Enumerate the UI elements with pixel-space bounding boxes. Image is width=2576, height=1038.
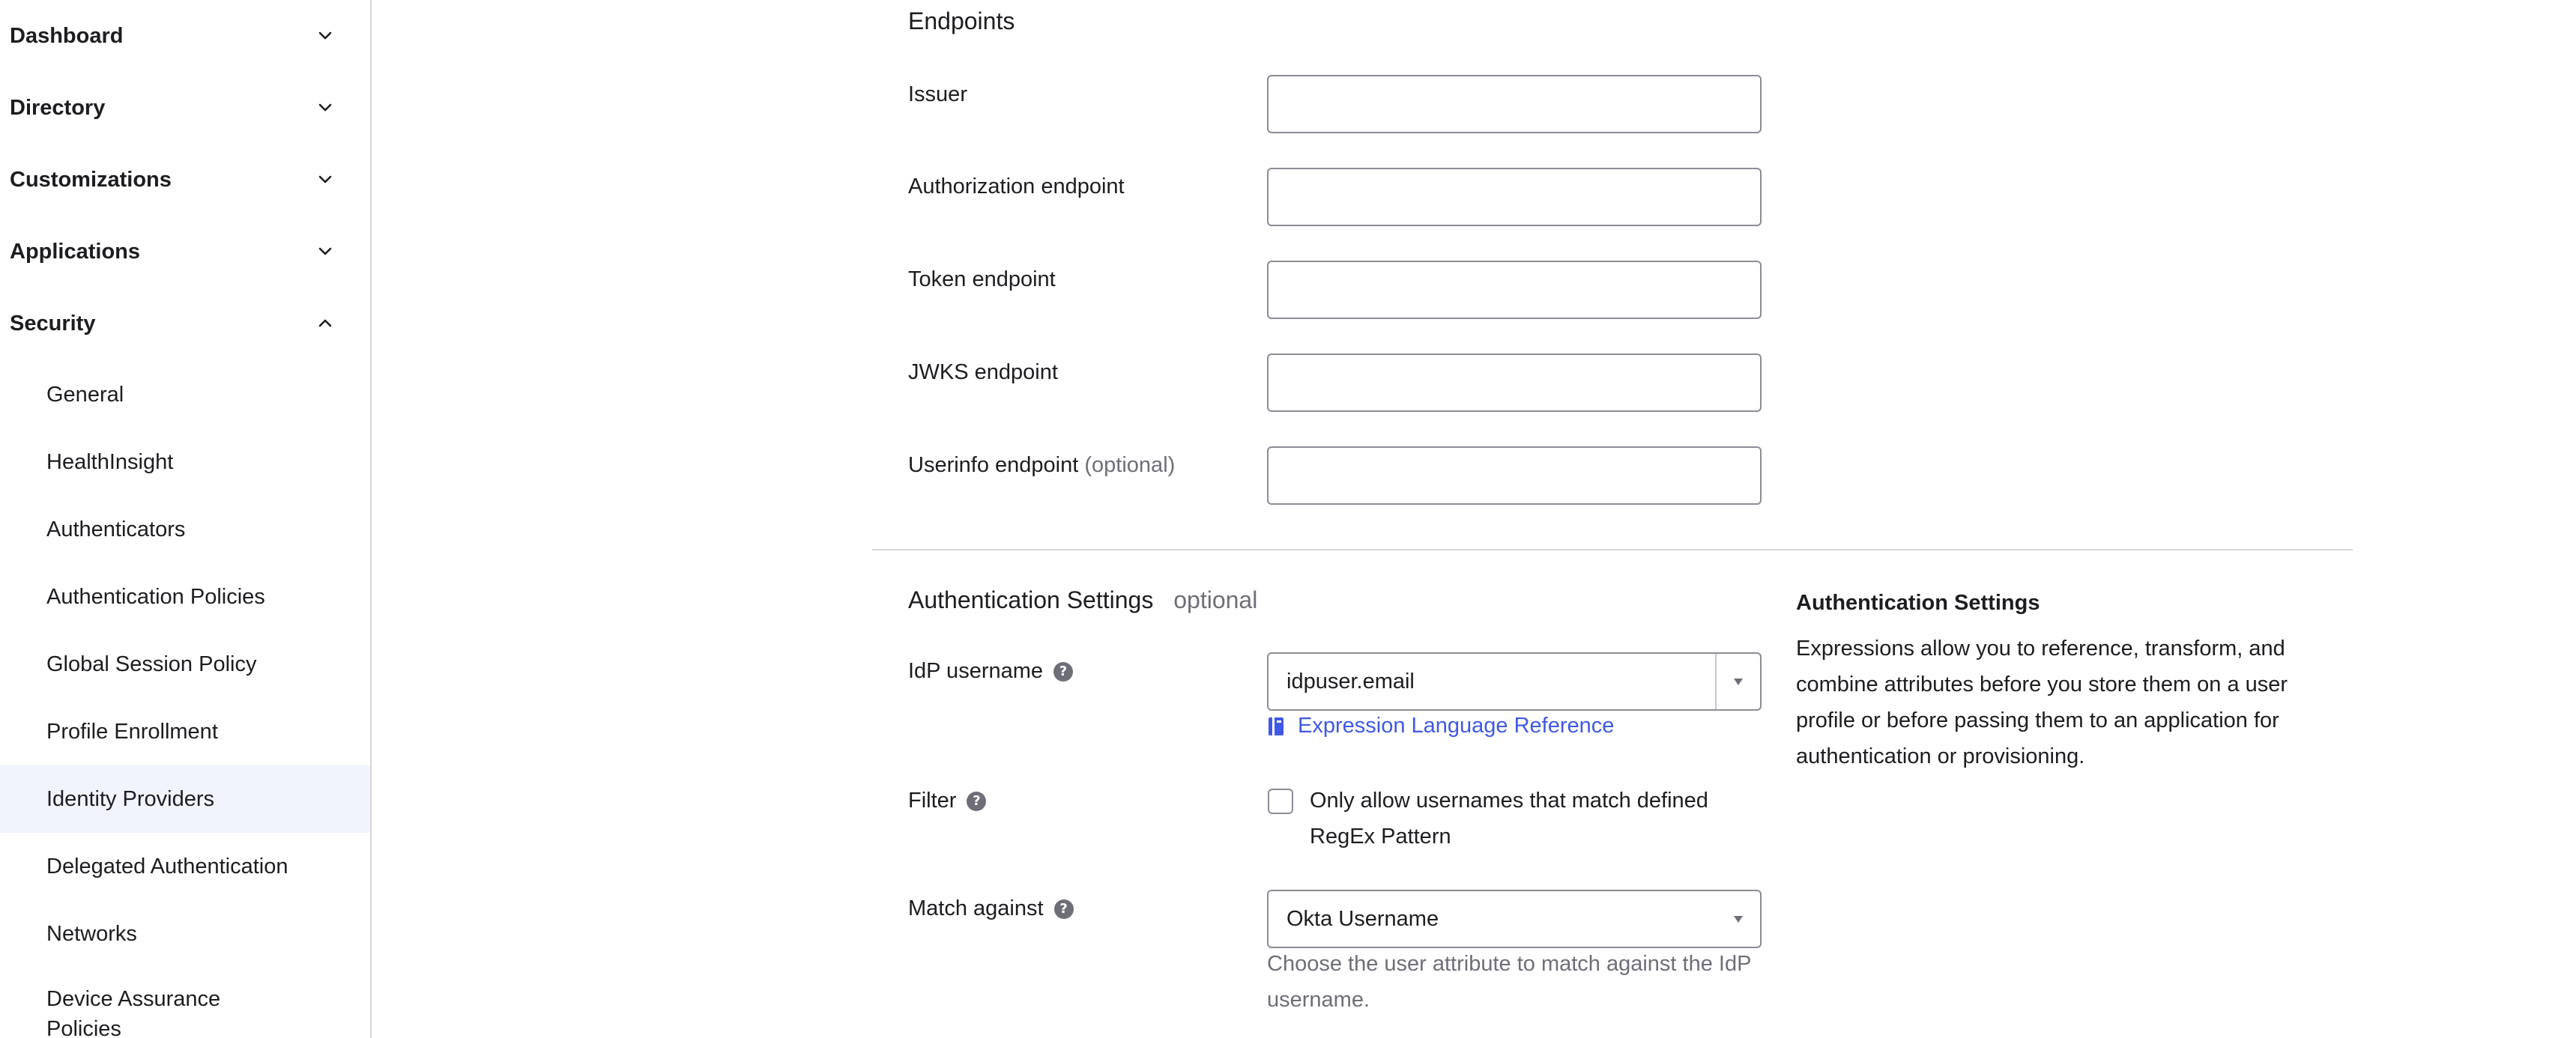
match-against-label	[908, 892, 1074, 925]
sidebar-item-label: Networks	[46, 922, 137, 946]
main-content	[372, 0, 2576, 1038]
sidebar-item-networks[interactable]	[0, 900, 370, 968]
aside-description: Expressions allow you to reference, transform, and combine attributes before you store them on a user profile or before passing them to an application for authentication or provisioning.	[1796, 637, 2288, 768]
expression-language-reference-link[interactable]	[1268, 714, 1614, 738]
sidebar-item-profile-enrollment[interactable]	[0, 698, 370, 765]
regex-filter-checkbox[interactable]	[1268, 789, 1293, 814]
question-circle-icon[interactable]: ?	[1054, 899, 1074, 919]
sidebar-section-label: Directory	[10, 95, 106, 120]
sidebar-item-label: Identity Providers	[46, 787, 215, 811]
sidebar-item-device-assurance-policies[interactable]	[0, 968, 370, 1038]
sidebar-section-dashboard[interactable]	[0, 0, 370, 72]
sidebar-item-identity-providers[interactable]	[0, 765, 370, 833]
aside-title: Authentication Settings	[1796, 591, 2040, 615]
sidebar-section-directory[interactable]	[0, 72, 370, 144]
match-against-hint: Choose the user attribute to match against the IdP username.	[1267, 952, 1751, 1012]
sidebar-item-delegated-authentication[interactable]	[0, 833, 370, 900]
auth-settings-heading-text: Authentication Settings	[908, 586, 1154, 613]
issuer-label: Issuer	[908, 82, 967, 106]
idp-username-label-text: IdP username	[908, 659, 1044, 683]
userinfo-endpoint-input[interactable]	[1267, 446, 1762, 505]
regex-filter-checkbox-label[interactable]: Only allow usernames that match defined RegEx Pattern	[1310, 789, 1708, 849]
sidebar-section-label: Dashboard	[10, 23, 124, 48]
caret-down-icon	[1734, 679, 1743, 685]
sidebar-item-label: General	[46, 383, 124, 407]
sidebar-item-authenticators[interactable]	[0, 496, 370, 563]
idp-username-dropdown-toggle[interactable]	[1717, 654, 1760, 709]
sidebar-section-applications[interactable]	[0, 216, 370, 288]
caret-down-icon	[1734, 916, 1743, 923]
question-circle-icon[interactable]: ?	[967, 792, 986, 811]
filter-label-text: Filter	[908, 789, 957, 813]
sidebar-item-label: Device Assurance Policies	[46, 987, 221, 1038]
optional-note: (optional)	[1084, 453, 1176, 477]
match-against-select[interactable]	[1267, 890, 1762, 948]
token-endpoint-input[interactable]	[1267, 261, 1762, 319]
sidebar-section-label: Applications	[10, 239, 141, 264]
chevron-down-icon	[315, 97, 336, 118]
sidebar-nav	[0, 0, 372, 1038]
match-against-value: Okta Username	[1287, 906, 1439, 931]
auth-settings-heading	[908, 586, 1257, 614]
sidebar-item-authentication-policies[interactable]	[0, 563, 370, 631]
authorization-endpoint-label: Authorization endpoint	[908, 174, 1125, 198]
sidebar-section-security[interactable]	[0, 288, 370, 359]
token-endpoint-label: Token endpoint	[908, 267, 1056, 291]
section-divider	[872, 549, 2353, 550]
chevron-down-icon	[315, 25, 336, 46]
sidebar-item-global-session-policy[interactable]	[0, 631, 370, 698]
book-icon	[1268, 716, 1286, 737]
sidebar-item-label: Authentication Policies	[46, 585, 265, 609]
match-against-dropdown-toggle[interactable]	[1717, 891, 1760, 947]
issuer-input[interactable]	[1267, 75, 1762, 133]
expression-language-reference-label: Expression Language Reference	[1298, 714, 1615, 738]
chevron-up-icon	[315, 313, 336, 334]
userinfo-endpoint-label-text: Userinfo endpoint	[908, 453, 1079, 477]
jwks-endpoint-input[interactable]	[1267, 353, 1762, 412]
jwks-endpoint-label: JWKS endpoint	[908, 360, 1058, 384]
chevron-down-icon	[315, 169, 336, 190]
sidebar-section-customizations[interactable]	[0, 144, 370, 216]
userinfo-endpoint-label	[908, 449, 1175, 482]
sidebar-item-label: Authenticators	[46, 518, 186, 541]
chevron-down-icon	[315, 241, 336, 262]
endpoints-heading: Endpoints	[908, 7, 1015, 34]
sidebar-item-label: Global Session Policy	[46, 652, 257, 676]
sidebar-item-label: Delegated Authentication	[46, 855, 288, 878]
question-circle-icon[interactable]: ?	[1053, 662, 1073, 682]
sidebar-section-label: Security	[10, 311, 96, 336]
sidebar-item-label: Profile Enrollment	[46, 720, 218, 744]
sidebar-item-label: HealthInsight	[46, 450, 174, 474]
idp-username-combobox[interactable]	[1267, 652, 1762, 711]
filter-label	[908, 784, 986, 817]
match-against-label-text: Match against	[908, 896, 1044, 920]
authorization-endpoint-input[interactable]	[1267, 168, 1762, 226]
sidebar-item-healthinsight[interactable]	[0, 428, 370, 496]
sidebar-item-general[interactable]	[0, 361, 370, 428]
sidebar-section-label: Customizations	[10, 167, 172, 192]
auth-settings-optional-note: optional	[1173, 586, 1258, 613]
idp-username-value[interactable]: idpuser.email	[1287, 669, 1415, 693]
idp-username-label	[908, 655, 1073, 688]
